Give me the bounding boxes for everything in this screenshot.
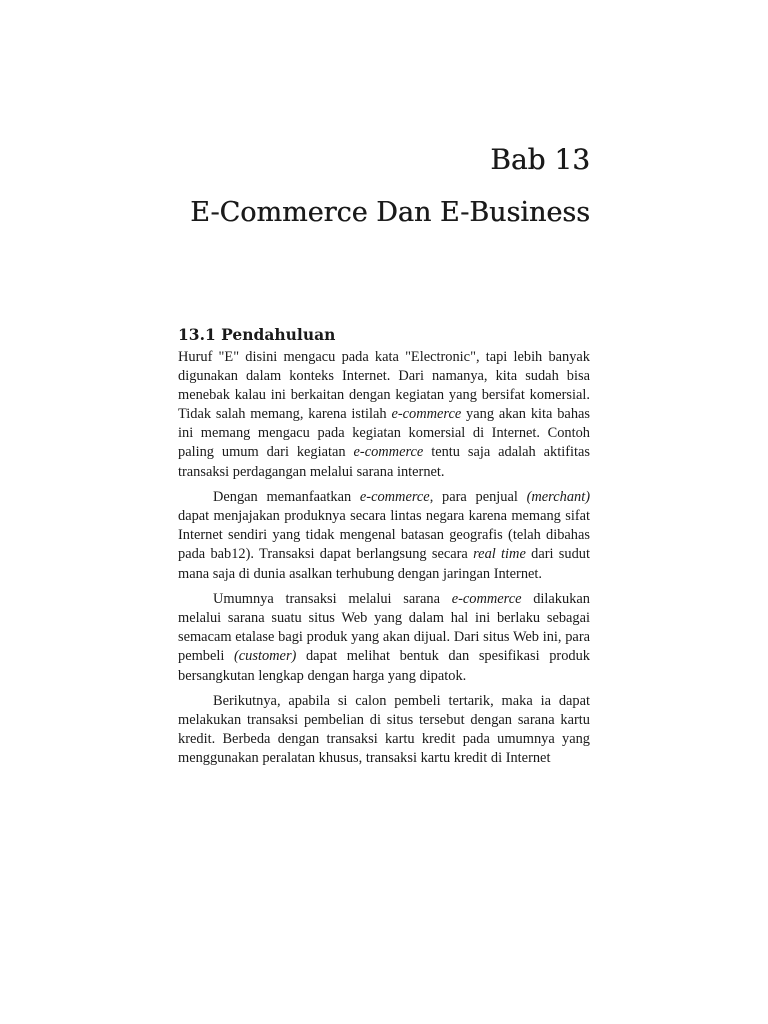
text-run: dari sudut mana saja di dunia asalkan terhubung dengan jaringan Internet.: [178, 546, 590, 582]
text-run: dapat melihat bentuk dan spesifikasi produk bersangkutan lengkap dengan harga yang dipatok.: [178, 648, 590, 684]
italic-term: e-commerce: [359, 489, 430, 506]
text-run: , para penjual: [429, 489, 527, 506]
text-run: tentu saja adalah aktifitas transaksi perdagangan melalui sarana internet.: [178, 444, 590, 480]
italic-term: real time: [473, 546, 526, 563]
chapter-number: Bab 13: [490, 143, 590, 176]
text-run: yang akan kita bahas ini memang mengacu pada kegiatan komersial di Internet. Contoh paling umum dari kegiatan: [178, 406, 591, 461]
paragraph-3: [178, 590, 590, 685]
paragraph-1: [178, 348, 590, 482]
italic-term: e-commerce: [353, 444, 424, 461]
paragraph-4: [178, 692, 590, 768]
text-run: dilakukan melalui sarana suatu situs Web yang dalam hal ini berlaku sebagai semacam etalase bagi produk yang akan dijual. Dari situs Web ini, para pembeli: [178, 591, 590, 665]
body-text: [178, 348, 590, 775]
text-run: Huruf "E" disini mengacu pada kata "Electronic", tapi lebih banyak digunakan dalam konteks Internet. Dari namanya, kita sudah bisa menebak kalau ini berkaitan dengan kegiatan yang bersifat komersial. Tidak salah memang, karena istilah: [178, 349, 590, 423]
chapter-title: E-Commerce Dan E-Business: [190, 197, 590, 228]
section-heading: 13.1 Pendahuluan: [178, 325, 336, 344]
text-run: Umumnya transaksi melalui sarana: [213, 591, 452, 608]
italic-term: e-commerce: [451, 591, 522, 608]
italic-term: (merchant): [526, 489, 590, 506]
italic-term: e-commerce: [391, 406, 462, 423]
text-run: Dengan memanfaatkan: [213, 489, 360, 506]
italic-term: (customer): [234, 648, 297, 665]
text-run: Berikutnya, apabila si calon pembeli tertarik, maka ia dapat melakukan transaksi pembelian di situs tersebut dengan sarana kartu kredit. Berbeda dengan transaksi kartu kredit pada umumnya yang menggunakan peralatan khusus, transaksi kartu kredit di Internet: [178, 693, 590, 767]
paragraph-2: [178, 488, 590, 583]
text-run: dapat menjajakan produknya secara lintas negara karena memang sifat Internet sendiri yang tidak mengenal batasan geografis (telah dibahas pada bab12). Transaksi dapat berlangsung secara: [178, 508, 590, 563]
